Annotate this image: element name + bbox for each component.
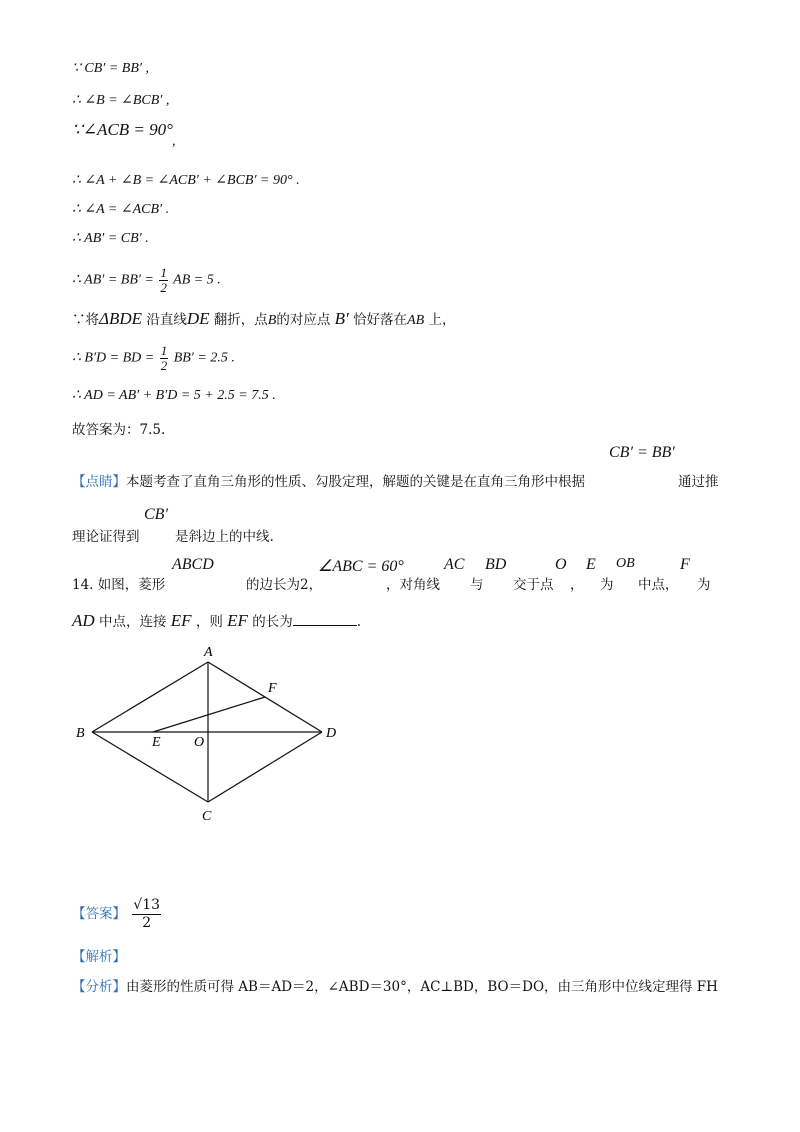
- step-7-post: AB = 5 .: [173, 272, 221, 288]
- step-3: ∵∠ACB = 90°: [72, 120, 173, 139]
- fold-sentence: [72, 308, 455, 329]
- answer-block: [72, 897, 163, 932]
- q14-math-bd: BD: [485, 556, 507, 573]
- fraction-half: [159, 266, 168, 295]
- fold-math-1: ΔBDE: [99, 309, 143, 328]
- answer-tag: 【答案】: [72, 906, 126, 922]
- segment-ef: [153, 697, 265, 732]
- q14-l2-ef-2: EF: [227, 611, 248, 630]
- step-1: ∵ CB′ = BB′ ,: [72, 61, 149, 76]
- bd-num: 1: [160, 343, 168, 358]
- bd-line: [72, 344, 235, 373]
- answer-den: 2: [142, 915, 152, 931]
- ad-line: ∴ AD = AB′ + B′D = 5 + 2.5 = 7.5 .: [72, 388, 276, 403]
- edge-cb: [92, 732, 208, 802]
- q14-math-e: E: [586, 556, 596, 573]
- step-7: [72, 266, 221, 295]
- fold-text-5: 恰好落在: [353, 312, 408, 328]
- q14-text-7: 为: [600, 577, 614, 593]
- analysis-text: 由菱形的性质可得 AB＝AD＝2，∠ABD＝30°，AC⊥BD，BO＝DO，由三角形中位线定理得 FH: [126, 979, 718, 995]
- edge-dc: [208, 732, 322, 802]
- fold-text-2: 沿直线: [146, 312, 187, 328]
- comment-line-2: [72, 525, 140, 545]
- q14-text-3: ，对角线: [386, 577, 440, 593]
- label-e: E: [152, 735, 161, 750]
- comment-tag: 【点睛】: [72, 474, 126, 490]
- fold-text-3: 翻折，点: [213, 312, 268, 328]
- q14-text-5: 交于点: [513, 577, 554, 593]
- step-2: ∴ ∠B = ∠BCB′ ,: [72, 93, 170, 108]
- bd-den: 2: [160, 358, 168, 373]
- label-a: A: [204, 645, 213, 660]
- comment-formula: CB′ = BB′: [609, 444, 675, 461]
- q14-text-6: ，: [570, 577, 584, 593]
- fraction-num: 1: [160, 265, 167, 280]
- label-f: F: [268, 681, 277, 696]
- edge-ba: [92, 662, 208, 732]
- fold-math-5: AB: [407, 313, 425, 328]
- bd-post: BB′ = 2.5 .: [173, 350, 235, 366]
- q14-text-2: 的边长为2，: [246, 577, 323, 593]
- q14-l2-end: .: [356, 614, 362, 630]
- comment-text: 本题考查了直角三角形的性质、勾股定理，解题的关键是在直角三角形中根据: [126, 474, 585, 490]
- bd-pre: ∴ B′D = BD =: [72, 350, 155, 366]
- answer-num: √13: [133, 897, 161, 913]
- fold-text-1: ∵将: [72, 312, 99, 328]
- step-4: ∴ ∠A + ∠B = ∠ACB′ + ∠BCB′ = 90° .: [72, 173, 300, 188]
- comment-tail: 通过推: [678, 474, 719, 490]
- fenxi-tag: 【分析】: [72, 979, 126, 995]
- fold-math-3: B: [267, 313, 277, 328]
- q14-text-8: 中点，: [638, 577, 679, 593]
- q14-l2-ad: AD: [72, 611, 95, 630]
- comment-line2-formula: CB′: [144, 506, 168, 523]
- q14-math-ob: OB: [616, 556, 635, 571]
- step-3-comma: ,: [172, 134, 176, 149]
- q14-math-f: F: [680, 556, 690, 573]
- q14-math-angle: ∠ABC = 60°: [318, 558, 404, 575]
- q14-text-4: 与: [470, 577, 484, 593]
- q14-l2-ef: EF: [170, 611, 192, 630]
- q14-l2-text-2: ，则: [195, 614, 223, 630]
- q14-text-1: 14. 如图，菱形: [72, 577, 166, 593]
- analysis-line: [72, 975, 718, 995]
- fold-math-4: B′: [334, 309, 349, 328]
- q14-math-abcd: ABCD: [172, 556, 214, 573]
- fold-math-2: DE: [186, 309, 210, 328]
- label-c: C: [202, 809, 212, 824]
- answer-line: 故答案为：7.5.: [72, 422, 166, 438]
- fraction-den: 2: [160, 280, 167, 295]
- comment-line2-pre: 理论证得到: [72, 529, 140, 545]
- q14-line-2: [72, 610, 361, 631]
- q14-math-ac: AC: [444, 556, 465, 573]
- comment-line-1: [72, 470, 585, 490]
- rhombus-figure: [70, 640, 350, 830]
- bd-fraction: [160, 344, 169, 373]
- q14-l2-text-3: 的长为: [252, 614, 293, 630]
- q14-text-9: 为: [697, 577, 711, 593]
- step-6: ∴ AB′ = CB′ .: [72, 231, 149, 246]
- answer-fraction: [132, 897, 161, 932]
- step-7-pre: ∴ AB′ = BB′ =: [72, 272, 154, 288]
- label-b: B: [76, 726, 85, 741]
- q14-l2-text-1: 中点，连接: [98, 614, 167, 630]
- comment-line2-post: 是斜边上的中线.: [175, 529, 274, 545]
- step-5: ∴ ∠A = ∠ACB′ .: [72, 202, 170, 217]
- label-o: O: [194, 735, 205, 750]
- fold-text-4: 的对应点: [276, 312, 331, 328]
- q14-line-1: [72, 573, 165, 593]
- label-d: D: [326, 726, 337, 741]
- fold-text-6: 上，: [428, 312, 456, 328]
- analysis-tag: 【解析】: [72, 949, 126, 965]
- q14-math-o: O: [555, 556, 567, 573]
- answer-blank: [293, 611, 357, 626]
